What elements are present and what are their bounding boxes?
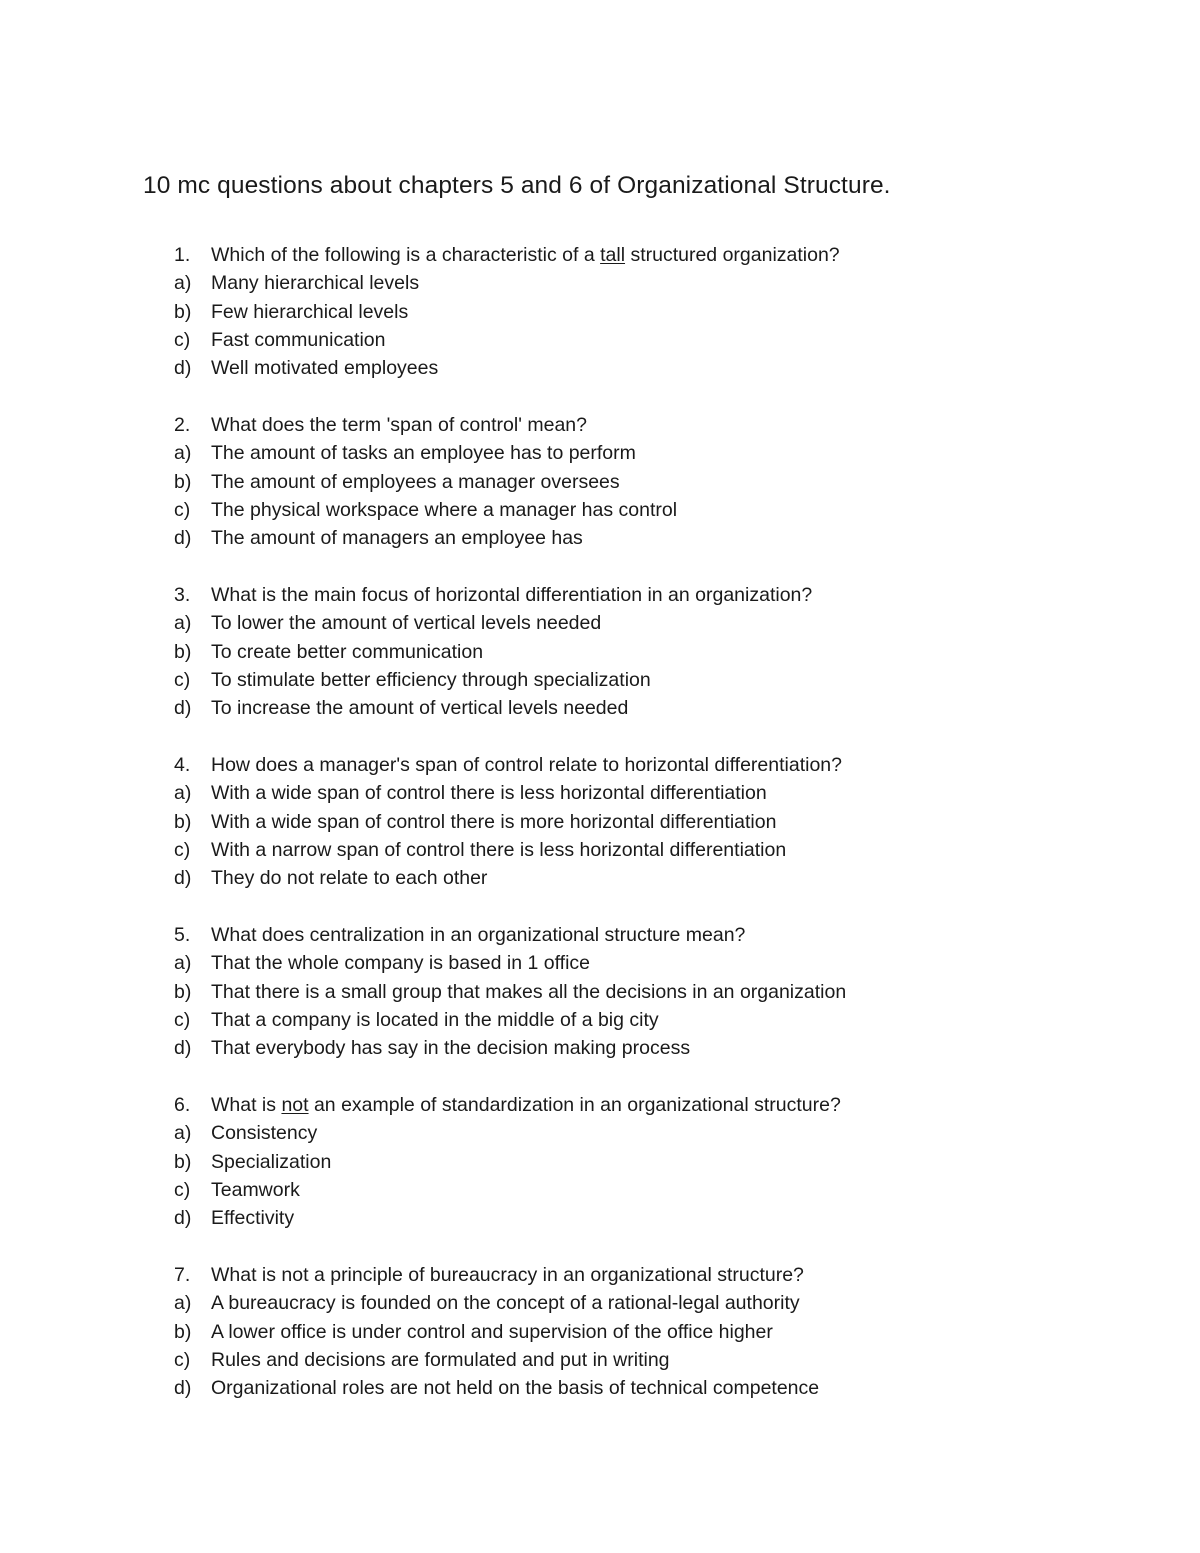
question-item	[174, 1261, 1174, 1402]
option-letter: a)	[174, 952, 192, 975]
option-text: Consistency	[211, 1122, 318, 1145]
question-number: 2.	[174, 413, 191, 436]
answer-option	[174, 978, 1174, 1006]
option-text: That there is a small group that makes all the decisions in an organization	[211, 980, 847, 1003]
question-text: What does the term 'span of control' mean?	[211, 413, 587, 436]
option-text: A bureaucracy is founded on the concept of a rational-legal authority	[211, 1292, 800, 1315]
option-letter: b)	[174, 810, 192, 833]
answer-option	[174, 1346, 1174, 1374]
option-text: To stimulate better efficiency through specialization	[211, 668, 651, 691]
question-item	[174, 241, 1174, 382]
question-text: Which of the following is a characteristic of a tall structured organization?	[211, 244, 840, 266]
question-number: 3.	[174, 583, 191, 606]
question-stem	[174, 581, 1174, 609]
question-text: How does a manager's span of control relate to horizontal differentiation?	[211, 753, 842, 776]
answer-option	[174, 1204, 1174, 1232]
option-text: Specialization	[211, 1150, 332, 1173]
question-text: What is not a principle of bureaucracy in an organizational structure?	[211, 1263, 804, 1286]
question-text: What is not an example of standardization in an organizational structure?	[211, 1093, 841, 1116]
question-item	[174, 581, 1174, 722]
option-text: The amount of employees a manager oversees	[211, 470, 620, 493]
option-text: Few hierarchical levels	[211, 300, 409, 323]
answer-option	[174, 1006, 1174, 1034]
option-letter: b)	[174, 470, 192, 493]
option-text: Rules and decisions are formulated and put in writing	[211, 1348, 670, 1371]
option-letter: d)	[174, 1377, 192, 1400]
question-stem	[174, 1091, 1174, 1119]
option-text: That the whole company is based in 1 office	[211, 952, 591, 975]
option-letter: b)	[174, 1320, 192, 1343]
option-text: The amount of managers an employee has	[211, 527, 583, 550]
answer-option	[174, 666, 1174, 694]
option-letter: a)	[174, 442, 192, 465]
option-text: Organizational roles are not held on the basis of technical competence	[211, 1377, 820, 1400]
option-letter: c)	[174, 1348, 191, 1371]
answer-option	[174, 354, 1174, 382]
option-text: To create better communication	[211, 640, 484, 663]
option-letter: d)	[174, 527, 192, 550]
option-text: With a narrow span of control there is less horizontal differentiation	[211, 838, 787, 861]
option-letter: b)	[174, 980, 192, 1003]
answer-option	[174, 1374, 1174, 1402]
option-text: With a wide span of control there is more horizontal differentiation	[211, 810, 777, 833]
option-letter: a)	[174, 612, 192, 635]
option-letter: a)	[174, 272, 192, 295]
option-letter: d)	[174, 357, 192, 380]
option-text: A lower office is under control and supervision of the office higher	[211, 1320, 773, 1343]
question-list	[174, 241, 1174, 1431]
question-number: 7.	[174, 1263, 191, 1286]
option-letter: c)	[174, 838, 191, 861]
question-number: 6.	[174, 1093, 191, 1116]
option-text: To increase the amount of vertical levels needed	[211, 697, 629, 720]
answer-option	[174, 326, 1174, 354]
question-number: 1.	[174, 244, 191, 266]
answer-option	[174, 468, 1174, 496]
option-text: The physical workspace where a manager has control	[211, 498, 678, 521]
option-letter: a)	[174, 1122, 192, 1145]
option-letter: d)	[174, 697, 192, 720]
answer-option	[174, 949, 1174, 977]
answer-option	[174, 1176, 1174, 1204]
option-letter: c)	[174, 668, 191, 691]
emphasized-word: not	[281, 1093, 309, 1116]
option-letter: b)	[174, 1150, 192, 1173]
answer-option	[174, 1119, 1174, 1147]
option-letter: c)	[174, 498, 191, 521]
option-text: Many hierarchical levels	[211, 272, 420, 295]
question-stem	[174, 241, 1174, 269]
option-letter: c)	[174, 1008, 191, 1031]
option-text: Well motivated employees	[211, 357, 439, 380]
question-stem	[174, 921, 1174, 949]
option-letter: b)	[174, 300, 192, 323]
option-text: Effectivity	[211, 1207, 295, 1230]
answer-option	[174, 694, 1174, 722]
answer-option	[174, 1148, 1174, 1176]
question-item	[174, 921, 1174, 1062]
answer-option	[174, 524, 1174, 552]
option-letter: b)	[174, 640, 192, 663]
option-letter: a)	[174, 782, 192, 805]
question-number: 4.	[174, 753, 191, 776]
question-item	[174, 751, 1174, 892]
question-text: What does centralization in an organizational structure mean?	[211, 923, 746, 946]
question-item	[174, 1091, 1174, 1232]
answer-option	[174, 439, 1174, 467]
answer-option	[174, 808, 1174, 836]
question-stem	[174, 751, 1174, 779]
answer-option	[174, 298, 1174, 326]
answer-option	[174, 836, 1174, 864]
option-text: Teamwork	[211, 1178, 300, 1201]
option-letter: c)	[174, 1178, 191, 1201]
option-letter: d)	[174, 867, 192, 890]
answer-option	[174, 779, 1174, 807]
option-letter: a)	[174, 1292, 192, 1315]
option-text: They do not relate to each other	[211, 867, 488, 890]
option-text: Fast communication	[211, 328, 386, 351]
question-item	[174, 411, 1174, 552]
option-text: The amount of tasks an employee has to perform	[211, 442, 636, 465]
question-text: What is the main focus of horizontal differentiation in an organization?	[211, 583, 813, 606]
answer-option	[174, 609, 1174, 637]
option-text: With a wide span of control there is less horizontal differentiation	[211, 782, 767, 805]
answer-option	[174, 496, 1174, 524]
question-stem	[174, 1261, 1174, 1289]
question-stem	[174, 411, 1174, 439]
option-letter: d)	[174, 1207, 192, 1230]
option-text: To lower the amount of vertical levels needed	[211, 612, 602, 635]
option-letter: c)	[174, 328, 191, 351]
option-letter: d)	[174, 1037, 192, 1060]
question-number: 5.	[174, 923, 191, 946]
answer-option	[174, 269, 1174, 297]
answer-option	[174, 1034, 1174, 1062]
answer-option	[174, 1289, 1174, 1317]
answer-option	[174, 638, 1174, 666]
answer-option	[174, 1318, 1174, 1346]
option-text: That everybody has say in the decision making process	[211, 1037, 691, 1060]
document-title: 10 mc questions about chapters 5 and 6 of Organizational Structure.	[143, 172, 891, 199]
option-text: That a company is located in the middle of a big city	[211, 1008, 659, 1031]
answer-option	[174, 864, 1174, 892]
emphasized-word: tall	[600, 244, 626, 266]
